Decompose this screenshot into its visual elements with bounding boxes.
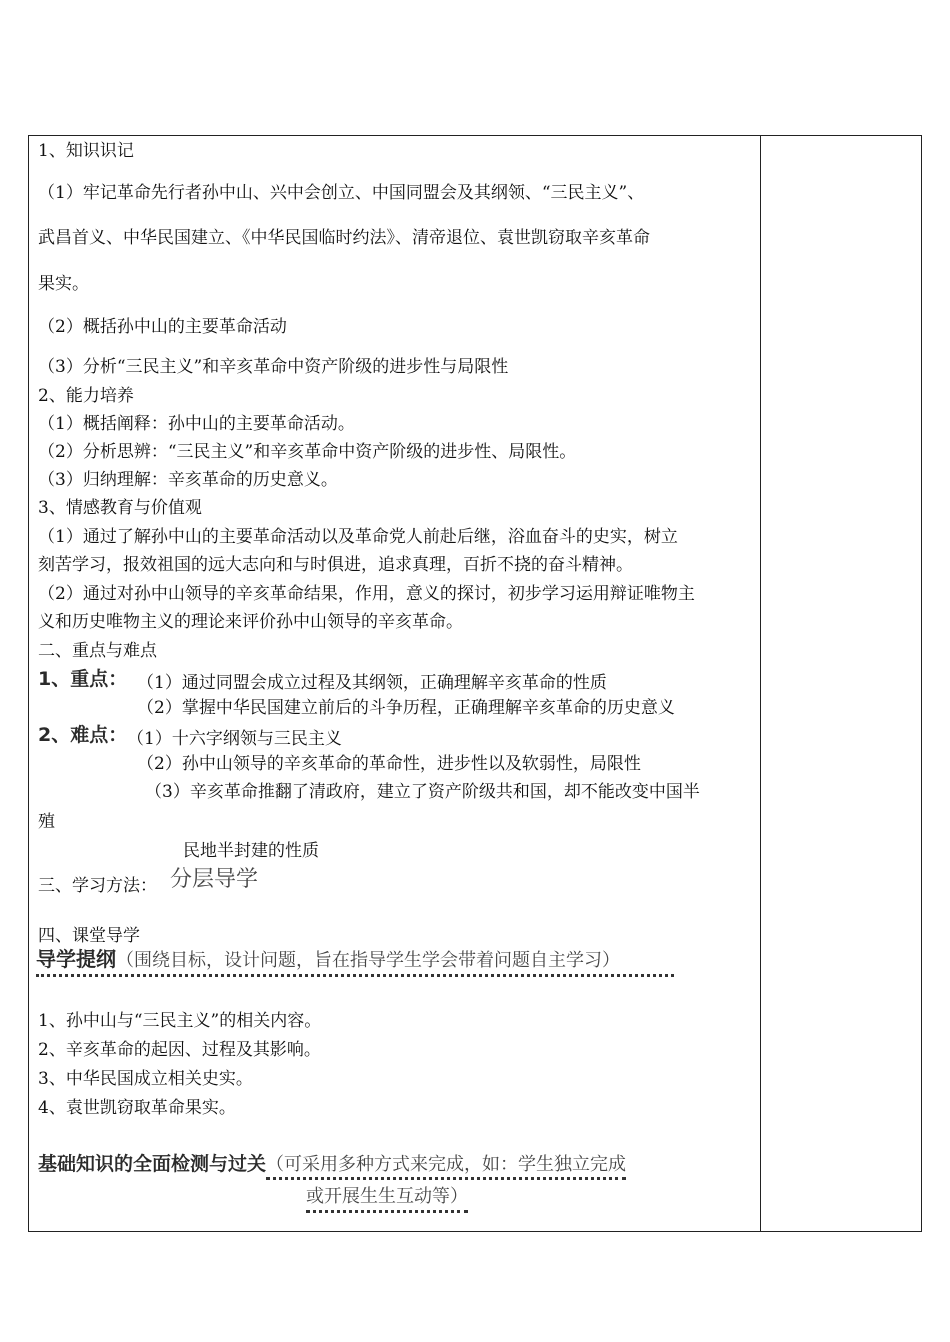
- focus-heading: 二、重点与难点: [38, 641, 157, 661]
- outline-label: 导学提纲: [36, 947, 116, 971]
- outline-item-1: 1、孙中山与“三民主义”的相关内容。: [38, 1011, 322, 1031]
- difficult-point-2: （2）孙中山领导的辛亥革命的革命性，进步性以及软弱性，局限性: [137, 754, 641, 774]
- ability-item-2: （2）分析思辨：“三民主义”和辛亥革命中资产阶级的进步性、局限性。: [38, 442, 577, 462]
- check-note: （可采用多种方式来完成，如：学生独立完成: [266, 1154, 626, 1180]
- outline-item-4: 4、袁世凯窃取革命果实。: [38, 1098, 236, 1118]
- difficult-point-3: （3）辛亥革命推翻了清政府，建立了资产阶级共和国，却不能改变中国半: [145, 782, 700, 802]
- outline-item-2: 2、辛亥革命的起因、过程及其影响。: [38, 1040, 321, 1060]
- knowledge-heading: 1、知识识记: [38, 141, 134, 161]
- check-banner: [38, 1153, 626, 1176]
- ability-heading: 2、能力培养: [38, 386, 134, 406]
- values-item-1-cont: 刻苦学习，报效祖国的远大志向和与时俱进，追求真理，百折不挠的奋斗精神。: [38, 555, 633, 575]
- outline-note: （围绕目标，设计问题，旨在指导学生学会带着问题自主学习）: [116, 950, 620, 971]
- table-column-divider: [760, 135, 761, 1232]
- values-item-2: （2）通过对孙中山领导的辛亥革命结果，作用，意义的探讨，初步学习运用辩证唯物主: [38, 584, 695, 604]
- ability-item-1: （1）概括阐释：孙中山的主要革命活动。: [38, 414, 355, 434]
- knowledge-item-2: （2）概括孙中山的主要革命活动: [38, 317, 287, 337]
- check-note-cont: 或开展生生互动等）: [306, 1186, 468, 1213]
- check-label: 基础知识的全面检测与过关: [38, 1153, 267, 1175]
- difficult-points-label: 2、难点：: [38, 724, 128, 746]
- ability-item-3: （3）归纳理解：辛亥革命的历史意义。: [38, 470, 338, 490]
- key-point-1: （1）通过同盟会成立过程及其纲领，正确理解辛亥革命的性质: [137, 673, 607, 693]
- knowledge-item-1: （1）牢记革命先行者孙中山、兴中会创立、中国同盟会及其纲领、“三民主义”、: [38, 183, 645, 203]
- difficult-point-3-cont: 民地半封建的性质: [183, 841, 319, 861]
- difficult-point-3-wrap: 殖: [38, 812, 55, 832]
- key-point-2: （2）掌握中华民国建立前后的斗争历程，正确理解辛亥革命的历史意义: [137, 698, 675, 718]
- values-item-2-cont: 义和历史唯物主义的理论来评价孙中山领导的辛亥革命。: [38, 612, 463, 632]
- method-value: 分层导学: [170, 867, 259, 892]
- knowledge-item-3: （3）分析“三民主义”和辛亥革命中资产阶级的进步性与局限性: [38, 357, 509, 377]
- method-label: 三、学习方法：: [38, 876, 157, 896]
- outline-banner: [36, 948, 674, 977]
- values-item-1: （1）通过了解孙中山的主要革命活动以及革命党人前赴后继，浴血奋斗的史实，树立: [38, 527, 678, 547]
- knowledge-item-1-end: 果实。: [38, 274, 89, 294]
- difficult-point-1: （1）十六字纲领与三民主义: [127, 729, 342, 749]
- knowledge-item-1-cont: 武昌首义、中华民国建立、《中华民国临时约法》、清帝退位、袁世凯窃取辛亥革命: [38, 228, 650, 248]
- outline-item-3: 3、中华民国成立相关史实。: [38, 1069, 253, 1089]
- values-heading: 3、情感教育与价值观: [38, 498, 202, 518]
- classroom-guide-heading: 四、课堂导学: [38, 926, 140, 946]
- key-points-label: 1、重点：: [38, 668, 128, 690]
